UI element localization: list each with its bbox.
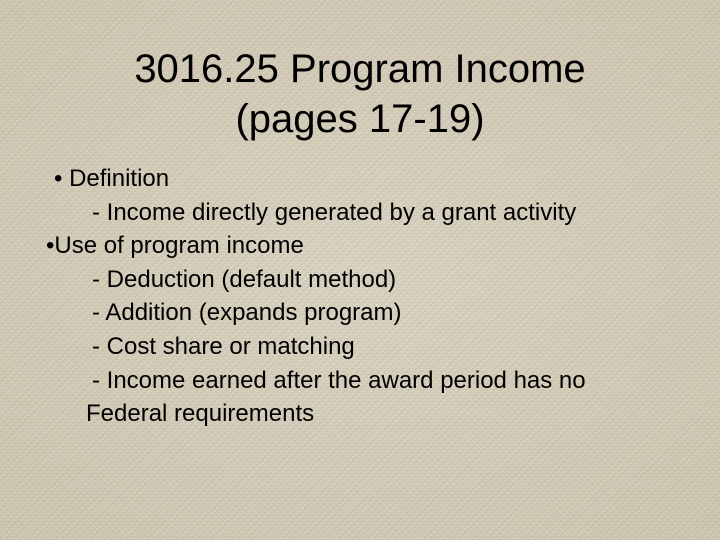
slide-body	[46, 162, 696, 431]
sub-item-deduction: - Deduction (default method)	[92, 265, 397, 293]
bullet-use-of-program-income: •Use of program income	[46, 232, 304, 260]
title-line-2: (pages 17-19)	[235, 97, 485, 141]
slide-title	[0, 44, 720, 144]
title-line-1: 3016.25 Program Income	[134, 47, 586, 91]
sub-item-definition-text: - Income directly generated by a grant activity	[92, 198, 577, 226]
sub-item-income-after-award: - Income earned after the award period has no	[92, 366, 586, 394]
sub-item-income-after-award-continued: Federal requirements	[86, 400, 315, 428]
sub-item-addition: - Addition (expands program)	[92, 299, 402, 327]
bullet-definition: • Definition	[54, 165, 170, 192]
sub-item-cost-share: - Cost share or matching	[92, 332, 355, 360]
